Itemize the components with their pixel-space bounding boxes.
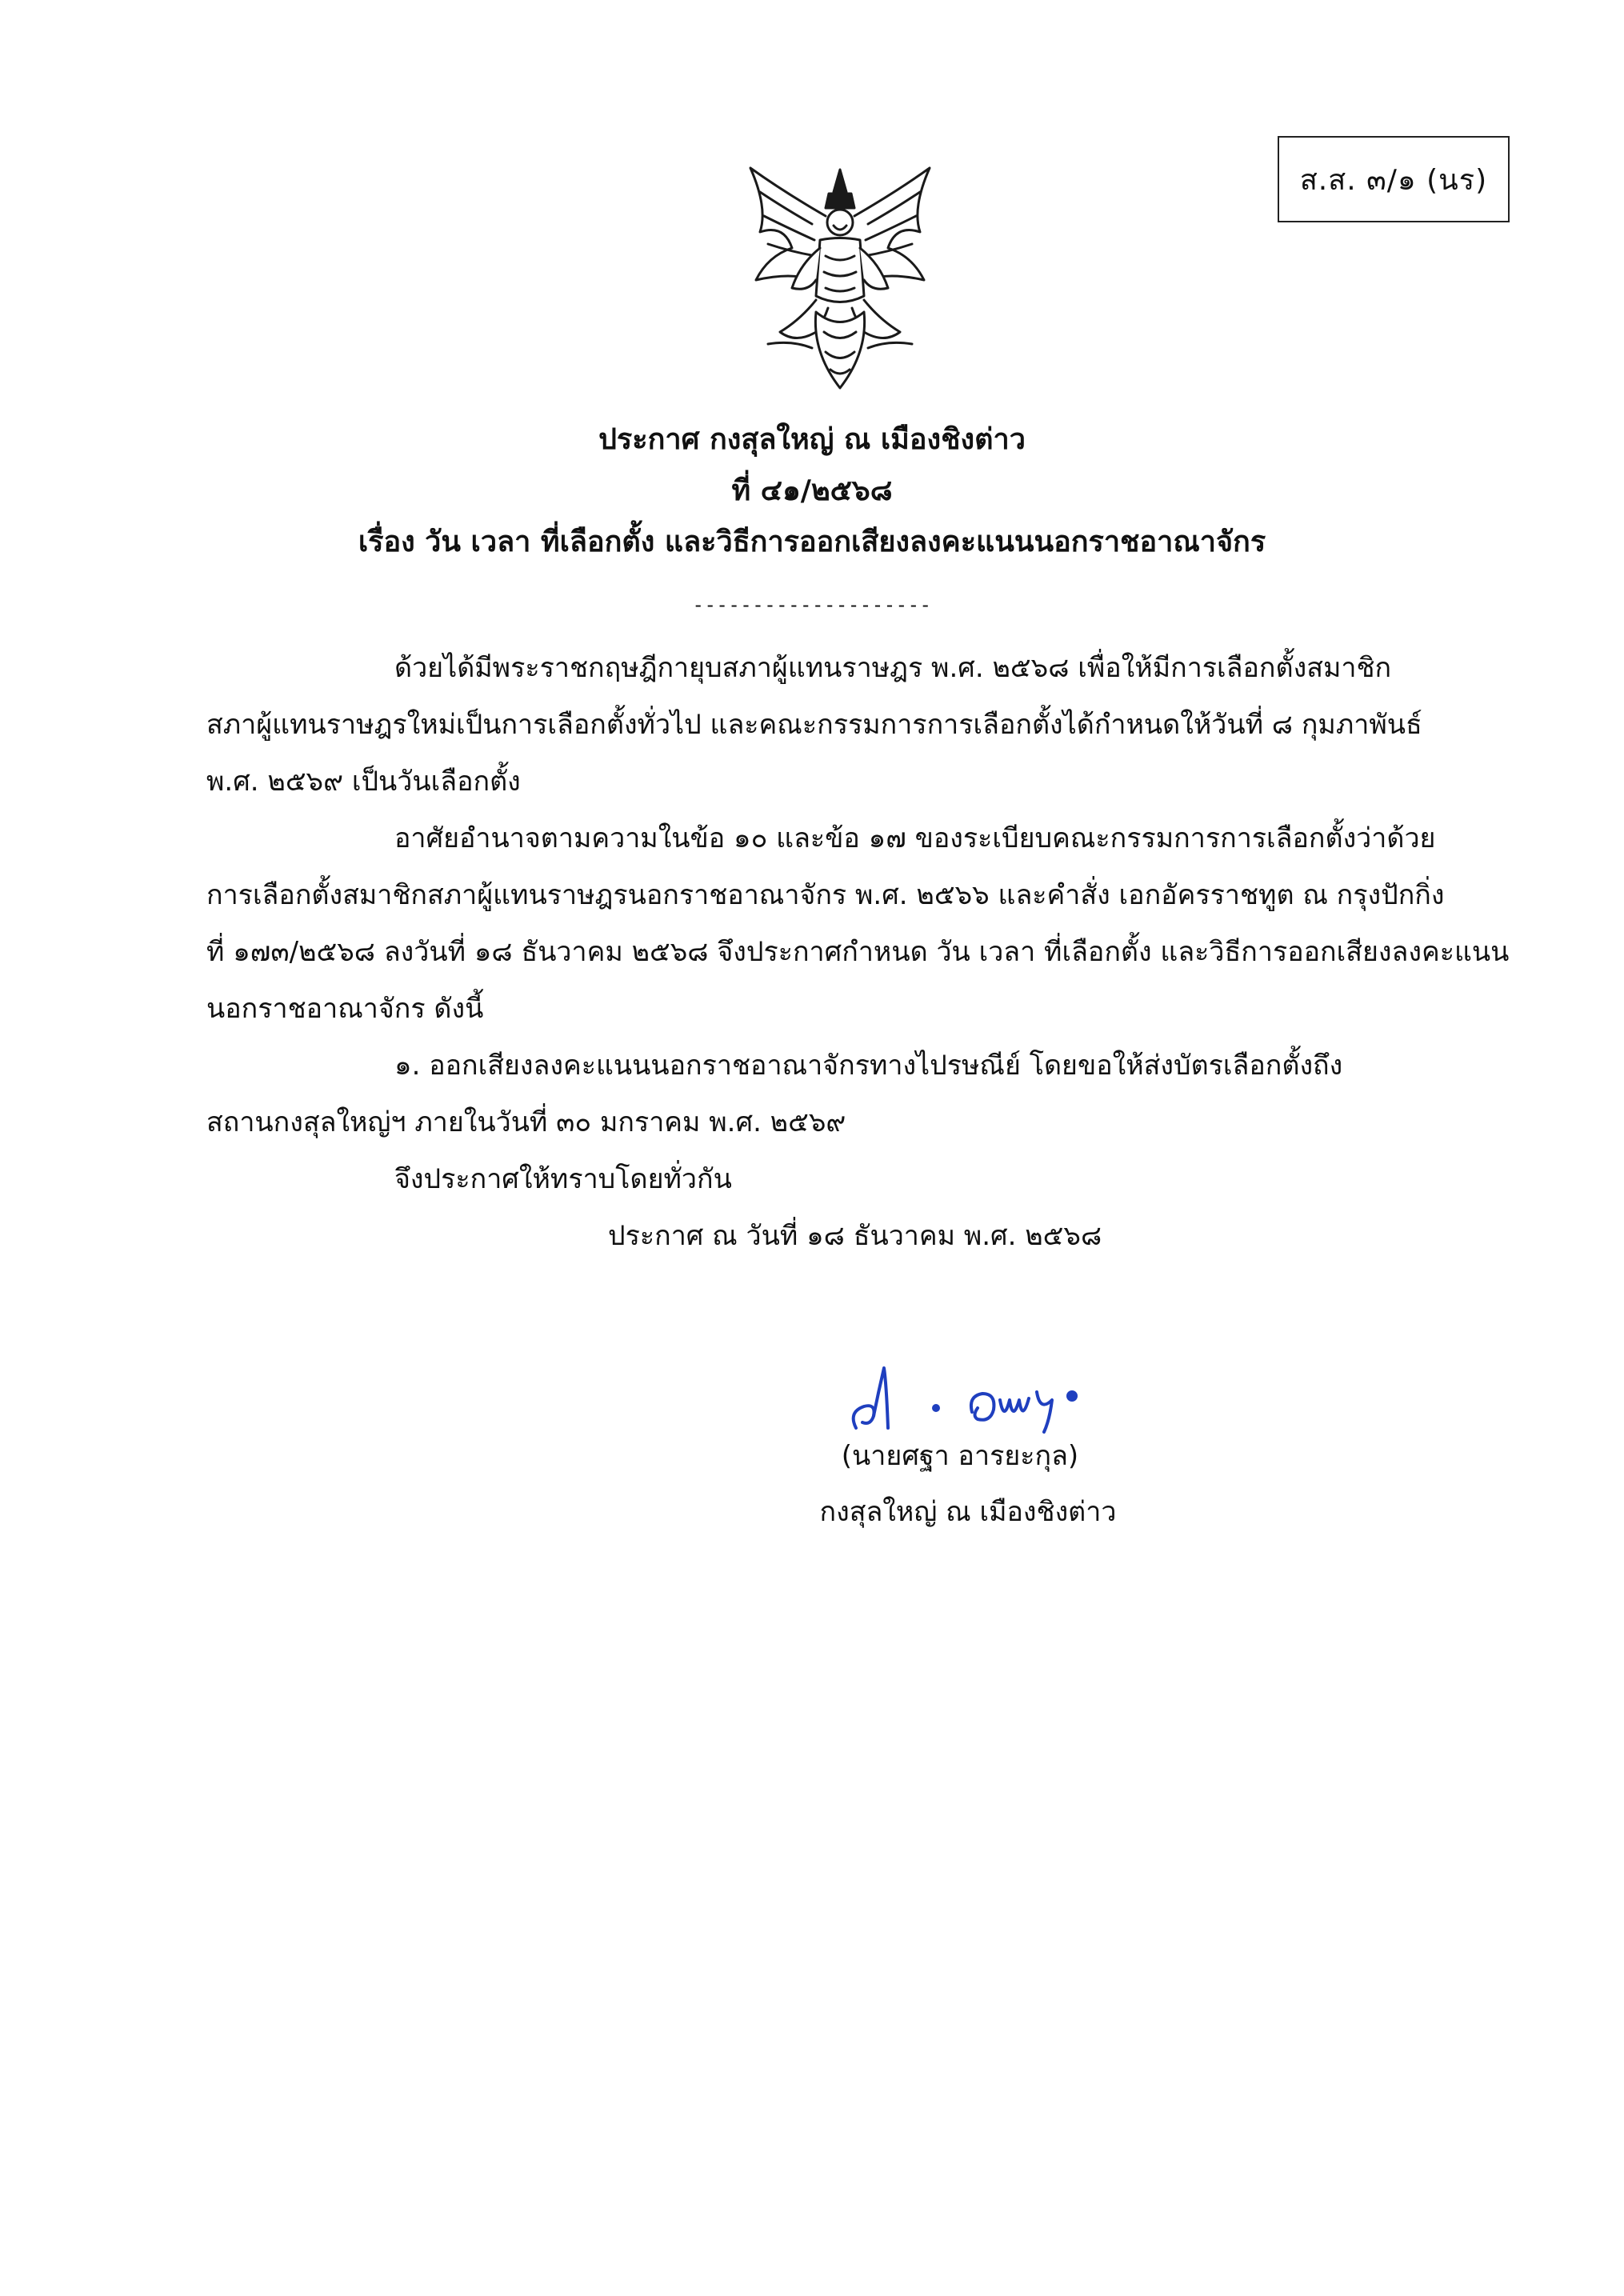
announcement-heading: ประกาศ กงสุลใหญ่ ณ เมืองชิงต่าว [598,423,1026,456]
title-separator: -------------------- [692,594,932,616]
body-line: นอกราชอาณาจักร ดังนี้ [206,993,484,1025]
body-line: อาศัยอำนาจตามความในข้อ ๑๐ และข้อ ๑๗ ของระเบียบคณะกรรมการการเลือกตั้งว่าด้วย [394,822,1436,854]
handwritten-signature [840,1352,1104,1440]
garuda-emblem-icon [736,160,944,400]
announcement-title-block [0,414,1624,568]
body-line: การเลือกตั้งสมาชิกสภาผู้แทนราษฎรนอกราชอาณาจักร พ.ศ. ๒๕๖๖ และคำสั่ง เอกอัครราชทูต ณ กรุงปักกิ่ง [206,879,1445,911]
paragraph-decree [206,640,1486,810]
announcement-number: ที่ ๔๑/๒๕๖๘ [731,474,893,507]
form-code-box [1278,136,1510,222]
body-line: ที่ ๑๗๓/๒๕๖๘ ลงวันที่ ๑๘ ธันวาคม ๒๕๖๘ จึงประกาศกำหนด วัน เวลา ที่เลือกตั้ง และวิธีการออกเสียงลงคะแนน [206,936,1510,968]
announcement-date: ประกาศ ณ วันที่ ๑๘ ธันวาคม พ.ศ. ๒๕๖๘ [608,1220,1102,1252]
body-line: สถานกงสุลใหญ่ฯ ภายในวันที่ ๓๐ มกราคม พ.ศ. ๒๕๖๙ [206,1106,846,1138]
signer-name: (นายศฐา อารยะกุล) [841,1440,1079,1472]
paragraph-authority [206,810,1510,1038]
announcement-subject: เรื่อง วัน เวลา ที่เลือกตั้ง และวิธีการออกเสียงลงคะแนนนอกราชอาณาจักร [358,526,1266,558]
body-line: สภาผู้แทนราษฎรใหม่เป็นการเลือกตั้งทั่วไป และคณะกรรมการการเลือกตั้งได้กำหนดให้วันที่ ๘ กุมภาพันธ์ [206,709,1422,741]
announcement-body [206,640,1510,1265]
body-line: ด้วยได้มีพระราชกฤษฎีกายุบสภาผู้แทนราษฎร พ.ศ. ๒๕๖๘ เพื่อให้มีการเลือกตั้งสมาชิก [394,652,1392,684]
signer-position: กงสุลใหญ่ ณ เมืองชิงต่าว [819,1496,1117,1528]
body-line: พ.ศ. ๒๕๖๙ เป็นวันเลือกตั้ง [206,766,521,798]
closing-statement: จึงประกาศให้ทราบโดยทั่วกัน [394,1163,732,1195]
body-line: ๑. ออกเสียงลงคะแนนนอกราชอาณาจักรทางไปรษณีย์ โดยขอให้ส่งบัตรเลือกตั้งถึง [394,1050,1343,1082]
form-code-text: ส.ส. ๓/๑ (นร) [1299,163,1488,197]
paragraph-postal-vote [206,1038,1486,1151]
